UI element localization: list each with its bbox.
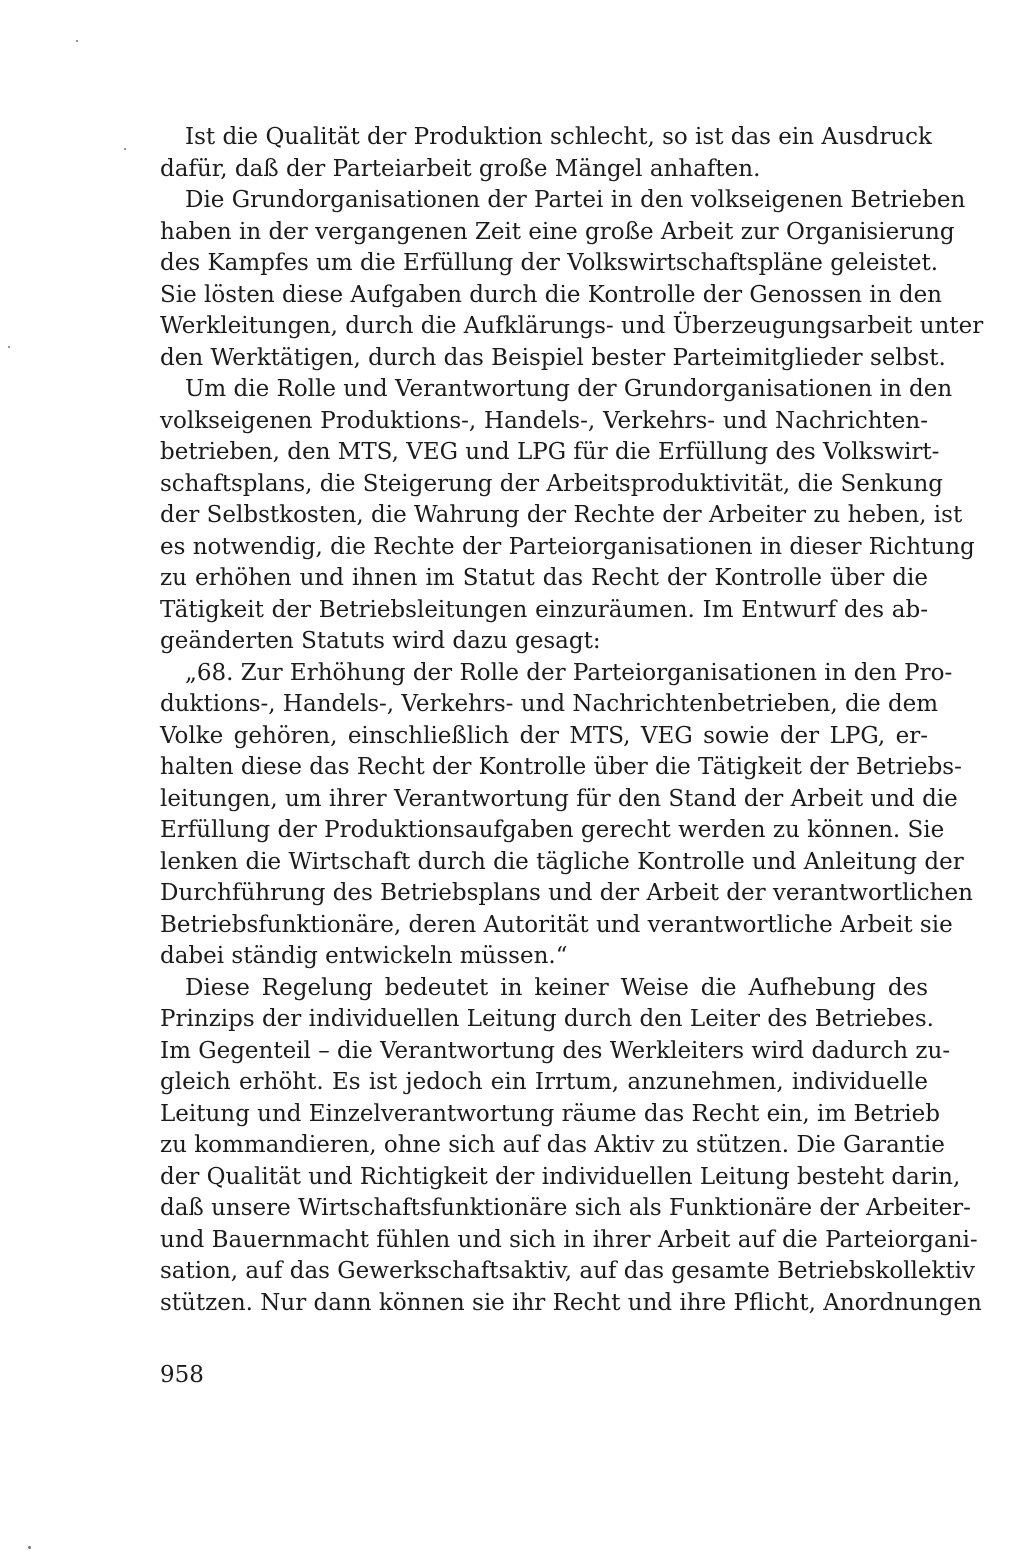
text-line: „68. Zur Erhöhung der Rolle der Parteiorganisationen in den Pro-: [185, 659, 953, 686]
text-line: Sie lösten diese Aufgaben durch die Kontrolle der Genossen in den: [160, 281, 942, 308]
text-line: Werkleitungen, durch die Aufklärungs- und Überzeugungsarbeit unter: [160, 313, 984, 339]
text-line: der Selbstkosten, die Wahrung der Rechte der Arbeiter zu heben, ist: [160, 502, 963, 528]
text-line: und Bauernmacht fühlen und sich in ihrer Arbeit auf die Parteiorgani-: [160, 1226, 978, 1253]
text-line: zu kommandieren, ohne sich auf das Aktiv zu stützen. Die Garantie: [160, 1132, 945, 1158]
scan-speck: [124, 148, 126, 150]
text-line: Prinzips der individuellen Leitung durch den Leiter des Betriebes.: [160, 1006, 934, 1032]
text-line: dafür, daß der Parteiarbeit große Mängel anhaften.: [160, 155, 761, 182]
text-line: geänderten Statuts wird dazu gesagt:: [160, 628, 601, 654]
scan-speck: [8, 346, 10, 348]
text-line: betrieben, den MTS, VEG und LPG für die Erfüllung des Volkswirt-: [160, 439, 940, 465]
text-line: Volke gehören, einschließlich der MTS, VEG sowie der LPG, er-: [160, 722, 928, 749]
paragraph: [160, 658, 973, 973]
text-line: dabei ständig entwickeln müssen.“: [160, 943, 568, 969]
text-line: lenken die Wirtschaft durch die tägliche Kontrolle und Anleitung der: [160, 848, 964, 875]
scan-speck: [76, 40, 78, 42]
paragraph: [160, 374, 975, 658]
text-line: stützen. Nur dann können sie ihr Recht und ihre Pflicht, Anordnungen: [160, 1289, 982, 1316]
text-line: Leitung und Einzelverantwortung räume das Recht ein, im Betrieb: [160, 1100, 940, 1127]
text-line: den Werktätigen, durch das Beispiel bester Parteimitglieder selbst.: [160, 344, 946, 371]
text-line: volkseigenen Produktions-, Handels-, Verkehrs- und Nachrichten-: [160, 407, 928, 434]
paragraph: [160, 122, 932, 185]
text-line: Betriebsfunktionäre, deren Autorität und verantwortliche Arbeit sie: [160, 911, 953, 938]
scan-speck: [28, 1546, 31, 1549]
text-line: gleich erhöht. Es ist jedoch ein Irrtum, anzunehmen, individuelle: [160, 1069, 928, 1095]
text-line: Die Grundorganisationen der Partei in den volkseigenen Betrieben: [185, 187, 966, 213]
text-line: duktions-, Handels-, Verkehrs- und Nachrichtenbetrieben, die dem: [160, 691, 939, 717]
text-line: Ist die Qualität der Produktion schlecht, so ist das ein Ausdruck: [185, 124, 932, 150]
text-line: haben in der vergangenen Zeit eine große Arbeit zur Organisierung: [160, 218, 955, 245]
text-line: Erfüllung der Produktionsaufgaben gerecht werden zu können. Sie: [160, 817, 945, 843]
text-line: Um die Rolle und Verantwortung der Grundorganisationen in den: [185, 376, 953, 402]
text-line: es notwendig, die Rechte der Parteiorganisationen in dieser Richtung: [160, 533, 975, 560]
text-line: Diese Regelung bedeutet in keiner Weise die Aufhebung des: [185, 974, 928, 1001]
text-line: schaftsplans, die Steigerung der Arbeitsproduktivität, die Senkung: [160, 470, 944, 497]
text-line: halten diese das Recht der Kontrolle über die Tätigkeit der Betriebs-: [160, 754, 962, 780]
body-text: [160, 122, 984, 1319]
text-line: Durchführung des Betriebsplans und der Arbeit der verantwortlichen: [160, 880, 973, 906]
text-line: sation, auf das Gewerkschaftsaktiv, auf das gesamte Betriebskollektiv: [160, 1258, 976, 1284]
text-line: des Kampfes um die Erfüllung der Volkswirtschaftspläne geleistet.: [160, 250, 939, 276]
text-line: leitungen, um ihrer Verantwortung für den Stand der Arbeit und die: [160, 785, 958, 812]
text-line: daß unsere Wirtschaftsfunktionäre sich als Funktionäre der Arbeiter-: [160, 1195, 971, 1221]
paragraph: [160, 973, 982, 1320]
paragraph: [160, 185, 984, 374]
text-line: der Qualität und Richtigkeit der individuellen Leitung besteht darin,: [160, 1163, 961, 1190]
text-line: Tätigkeit der Betriebsleitungen einzuräumen. Im Entwurf des ab-: [160, 596, 928, 623]
page-number: 958: [160, 1362, 204, 1388]
text-line: zu erhöhen und ihnen im Statut das Recht der Kontrolle über die: [160, 565, 928, 591]
text-line: Im Gegenteil – die Verantwortung des Werkleiters wird dadurch zu-: [160, 1037, 951, 1064]
